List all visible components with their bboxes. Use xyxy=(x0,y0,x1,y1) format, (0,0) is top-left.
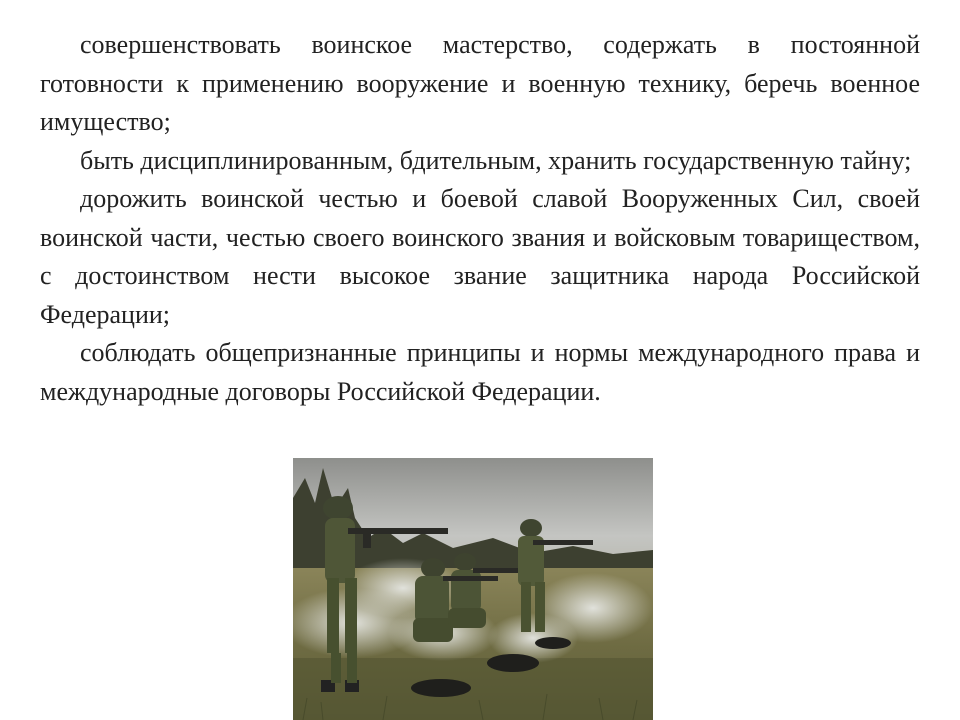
paragraph-2: быть дисциплинированным, бдительным, хранить государственную тайну; xyxy=(80,145,912,175)
paragraph-3: дорожить воинской честью и боевой славой Вооруженных Сил, своей воинской части, честью своего воинского звания и войсковым товариществом, с достоинством нести высокое звание защитника народа Российской Федерации; xyxy=(40,184,920,329)
paragraph-1: совершенствовать воинское мастерство, содержать в постоянной готовности к применению вооружение и военную технику, беречь военное имущество; xyxy=(40,30,920,136)
duties-text xyxy=(40,26,920,411)
paragraph-4: соблюдать общепризнанные принципы и нормы международного права и международные договоры Российской Федерации. xyxy=(40,338,920,406)
soldiers-photo xyxy=(293,458,653,720)
soldiers-illustration xyxy=(293,458,653,720)
